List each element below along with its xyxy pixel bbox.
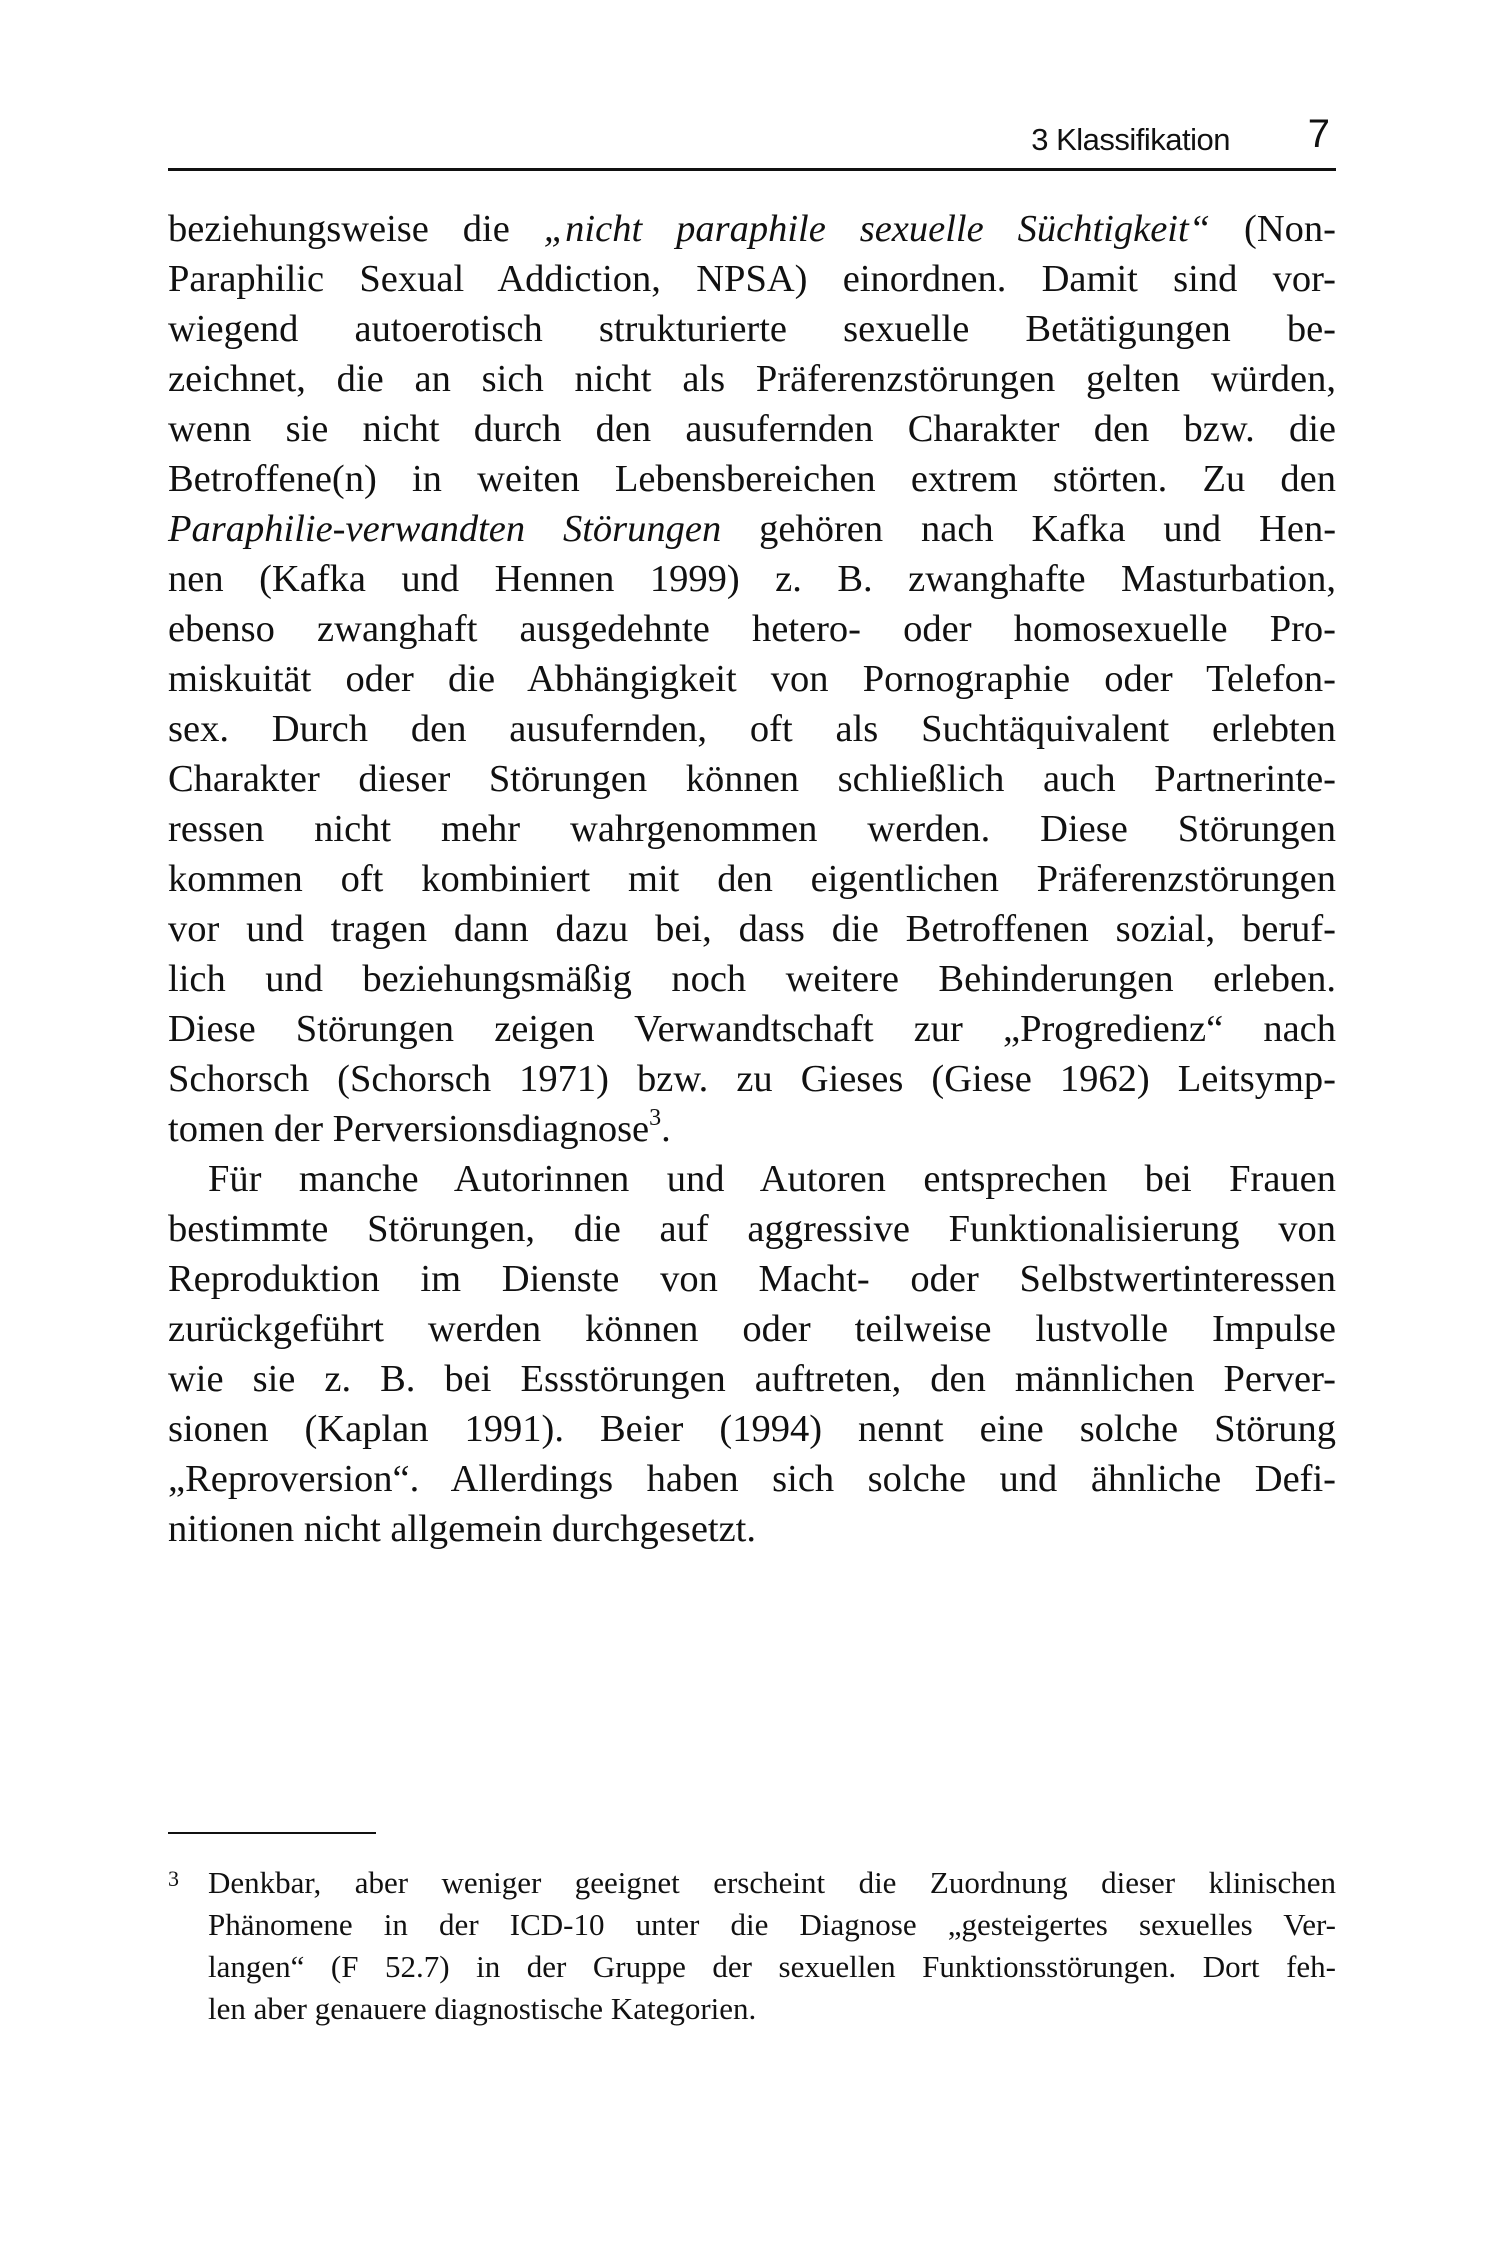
- text-span: beziehungsweise die: [168, 208, 544, 250]
- text-line: „Reproversion“. Allerdings haben sich solche und ähnliche Defi-: [168, 1458, 1336, 1500]
- footnote-number: 3: [168, 1866, 179, 1891]
- italic-term: Paraphilie-verwandten Störungen: [168, 508, 722, 550]
- text-line: [168, 204, 1336, 254]
- text-line: Schorsch (Schorsch 1971) bzw. zu Gieses (Giese 1962) Leitsymp-: [168, 1058, 1336, 1100]
- text-line: vor und tragen dann dazu bei, dass die Betroffenen sozial, beruf-: [168, 908, 1336, 950]
- footnote-reference: 3: [649, 1105, 662, 1131]
- text-span: (Non-: [1210, 208, 1337, 250]
- text-line: wenn sie nicht durch den ausufernden Charakter den bzw. die: [168, 408, 1336, 450]
- text-line: zurückgeführt werden können oder teilweise lustvolle Impulse: [168, 1308, 1336, 1350]
- text-span: tomen der Perversionsdiagnose: [168, 1108, 650, 1150]
- footnote-line: Phänomene in der ICD-10 unter die Diagnose „gesteigertes sexuelles Ver-: [208, 1907, 1336, 1942]
- text-line: [168, 1104, 1336, 1154]
- chapter-title: 3 Klassifikation: [1031, 122, 1230, 157]
- text-span: gehören nach Kafka und Hen-: [721, 508, 1337, 550]
- footnote-divider: [168, 1832, 376, 1834]
- footnote-text: [208, 1862, 1336, 2030]
- body-text: [168, 204, 1336, 1554]
- footnote: [168, 1862, 1336, 2030]
- text-line: Paraphilic Sexual Addiction, NPSA) einordnen. Damit sind vor-: [168, 258, 1336, 300]
- text-line: wiegend autoerotisch strukturierte sexuelle Betätigungen be-: [168, 308, 1336, 350]
- text-line: Diese Störungen zeigen Verwandtschaft zur „Progredienz“ nach: [168, 1008, 1336, 1050]
- text-line: ebenso zwanghaft ausgedehnte hetero- oder homosexuelle Pro-: [168, 608, 1336, 650]
- text-line: Charakter dieser Störungen können schließlich auch Partnerinte-: [168, 758, 1336, 800]
- text-line: Betroffene(n) in weiten Lebensbereichen extrem störten. Zu den: [168, 458, 1336, 500]
- paragraph-first-line: Für manche Autorinnen und Autoren entsprechen bei Frauen: [208, 1158, 1336, 1200]
- footnote-line: langen“ (F 52.7) in der Gruppe der sexuellen Funktionsstörungen. Dort feh-: [208, 1949, 1336, 1984]
- text-line: sionen (Kaplan 1991). Beier (1994) nennt eine solche Störung: [168, 1408, 1336, 1450]
- text-line: [168, 504, 1336, 554]
- text-line: lich und beziehungsmäßig noch weitere Behinderungen erleben.: [168, 958, 1336, 1000]
- text-line: miskuität oder die Abhängigkeit von Pornographie oder Telefon-: [168, 658, 1336, 700]
- page-number: 7: [1307, 112, 1330, 156]
- text-line: nen (Kafka und Hennen 1999) z. B. zwanghafte Masturbation,: [168, 558, 1336, 600]
- footnote-line: len aber genauere diagnostische Kategorien.: [208, 1991, 757, 2026]
- text-span: .: [661, 1108, 671, 1150]
- text-line: nitionen nicht allgemein durchgesetzt.: [168, 1508, 757, 1550]
- text-line: zeichnet, die an sich nicht als Präferenzstörungen gelten würden,: [168, 358, 1336, 400]
- text-line: wie sie z. B. bei Essstörungen auftreten, den männlichen Perver-: [168, 1358, 1336, 1400]
- text-line: kommen oft kombiniert mit den eigentlichen Präferenzstörungen: [168, 858, 1336, 900]
- text-line: sex. Durch den ausufernden, oft als Suchtäquivalent erlebten: [168, 708, 1336, 750]
- italic-term: „nicht paraphile sexuelle Süchtigkeit“: [543, 208, 1211, 250]
- text-line: Reproduktion im Dienste von Macht- oder Selbstwertinteressen: [168, 1258, 1336, 1300]
- running-head: [168, 112, 1336, 171]
- footnote-line: Denkbar, aber weniger geeignet erscheint die Zuordnung dieser klinischen: [208, 1865, 1336, 1900]
- text-line: bestimmte Störungen, die auf aggressive Funktionalisierung von: [168, 1208, 1336, 1250]
- text-line: ressen nicht mehr wahrgenommen werden. Diese Störungen: [168, 808, 1336, 850]
